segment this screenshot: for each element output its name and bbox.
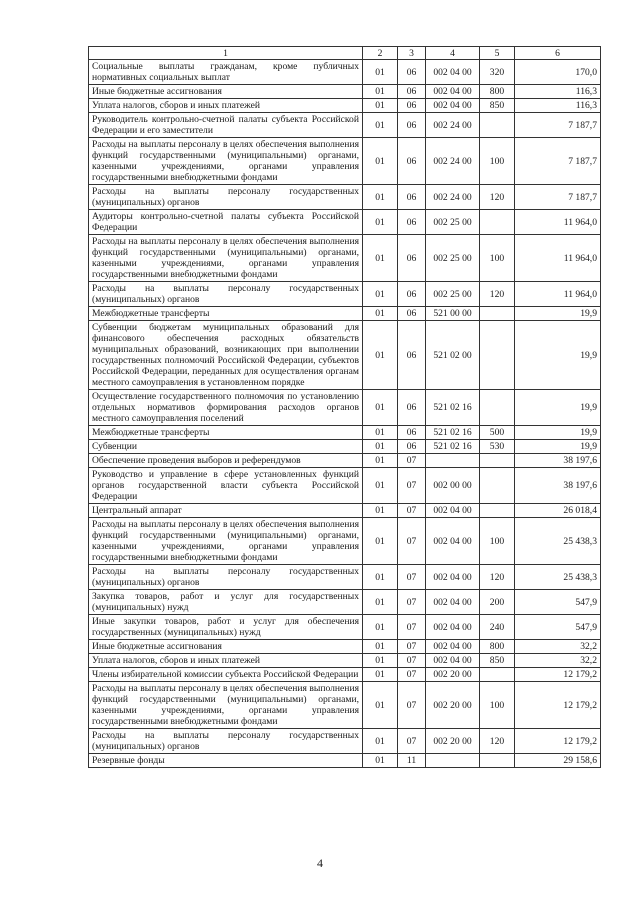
row-target-article: 002 20 00 (426, 682, 480, 729)
row-target-article: 521 02 00 (426, 321, 480, 390)
table-row (89, 454, 601, 468)
row-name: Руководство и управление в сфере установленных функций органов государственной власти субъекта Российской Федерации (89, 468, 363, 504)
row-target-article: 521 00 00 (426, 307, 480, 321)
row-section: 01 (363, 565, 398, 590)
row-section: 01 (363, 754, 398, 768)
row-section: 01 (363, 321, 398, 390)
row-expense-type (480, 210, 515, 235)
row-target-article: 002 04 00 (426, 60, 480, 85)
row-target-article: 002 25 00 (426, 210, 480, 235)
row-target-article: 002 04 00 (426, 590, 480, 615)
row-name: Аудиторы контрольно-счетной палаты субъекта Российской Федерации (89, 210, 363, 235)
row-subsection: 06 (398, 99, 426, 113)
row-section: 01 (363, 185, 398, 210)
row-section: 01 (363, 235, 398, 282)
header-col-3: 3 (398, 47, 426, 60)
row-target-article: 002 25 00 (426, 235, 480, 282)
row-expense-type (480, 307, 515, 321)
row-section: 01 (363, 282, 398, 307)
row-name: Члены избирательной комиссии субъекта Российской Федерации (89, 668, 363, 682)
row-section: 01 (363, 615, 398, 640)
table-row (89, 615, 601, 640)
row-expense-type (480, 504, 515, 518)
row-expense-type: 120 (480, 565, 515, 590)
row-expense-type: 100 (480, 518, 515, 565)
table-row (89, 682, 601, 729)
row-section: 01 (363, 468, 398, 504)
table-row (89, 321, 601, 390)
row-target-article: 521 02 16 (426, 440, 480, 454)
row-expense-type (480, 321, 515, 390)
row-name: Субвенции бюджетам муниципальных образований для финансового обеспечения расходных обязательств муниципальных образований, возникающих при выполнении государственных полномочий Российской Федерации, субъектов Российской Федерации, переданных для осуществления органам местного самоуправления в установленном порядке (89, 321, 363, 390)
row-section: 01 (363, 113, 398, 138)
row-amount: 170,0 (515, 60, 601, 85)
header-col-1: 1 (89, 47, 363, 60)
row-name: Расходы на выплаты персоналу государственных (муниципальных) органов (89, 185, 363, 210)
row-amount: 11 964,0 (515, 235, 601, 282)
row-subsection: 06 (398, 60, 426, 85)
row-subsection: 06 (398, 390, 426, 426)
row-expense-type: 240 (480, 615, 515, 640)
row-expense-type: 120 (480, 729, 515, 754)
row-subsection: 06 (398, 185, 426, 210)
row-section: 01 (363, 390, 398, 426)
row-target-article: 002 20 00 (426, 729, 480, 754)
row-subsection: 07 (398, 590, 426, 615)
row-target-article: 521 02 16 (426, 426, 480, 440)
row-amount: 32,2 (515, 654, 601, 668)
header-row (89, 47, 601, 60)
table-row (89, 307, 601, 321)
row-amount: 12 179,2 (515, 682, 601, 729)
row-subsection: 11 (398, 754, 426, 768)
row-section: 01 (363, 210, 398, 235)
row-amount: 19,9 (515, 321, 601, 390)
row-target-article (426, 754, 480, 768)
row-expense-type: 800 (480, 640, 515, 654)
row-subsection: 06 (398, 138, 426, 185)
row-amount: 116,3 (515, 99, 601, 113)
row-subsection: 06 (398, 235, 426, 282)
table-body (89, 60, 601, 768)
row-subsection: 07 (398, 518, 426, 565)
row-target-article: 002 00 00 (426, 468, 480, 504)
row-section: 01 (363, 307, 398, 321)
table-row (89, 210, 601, 235)
row-name: Расходы на выплаты персоналу государственных (муниципальных) органов (89, 729, 363, 754)
row-expense-type: 200 (480, 590, 515, 615)
row-name: Расходы на выплаты персоналу в целях обеспечения выполнения функций государственными (муниципальными) органами, казенными учреждениями, органами управления государственными внебюджетными фондами (89, 682, 363, 729)
table-row (89, 235, 601, 282)
table-row (89, 426, 601, 440)
row-expense-type (480, 454, 515, 468)
row-expense-type: 100 (480, 138, 515, 185)
row-target-article: 002 25 00 (426, 282, 480, 307)
row-subsection: 06 (398, 321, 426, 390)
row-amount: 11 964,0 (515, 282, 601, 307)
row-expense-type: 530 (480, 440, 515, 454)
row-amount: 547,9 (515, 590, 601, 615)
row-section: 01 (363, 729, 398, 754)
row-expense-type (480, 113, 515, 138)
row-expense-type (480, 468, 515, 504)
row-target-article: 521 02 16 (426, 390, 480, 426)
row-expense-type: 320 (480, 60, 515, 85)
table-row (89, 440, 601, 454)
row-subsection: 07 (398, 640, 426, 654)
row-name: Обеспечение проведения выборов и референдумов (89, 454, 363, 468)
header-col-5: 5 (480, 47, 515, 60)
table-row (89, 85, 601, 99)
row-name: Резервные фонды (89, 754, 363, 768)
row-target-article: 002 24 00 (426, 138, 480, 185)
table-row (89, 729, 601, 754)
row-section: 01 (363, 504, 398, 518)
table-row (89, 565, 601, 590)
table-row (89, 138, 601, 185)
row-target-article: 002 20 00 (426, 668, 480, 682)
row-amount: 7 187,7 (515, 113, 601, 138)
row-amount: 38 197,6 (515, 454, 601, 468)
row-name: Расходы на выплаты персоналу государственных (муниципальных) органов (89, 565, 363, 590)
row-amount: 12 179,2 (515, 668, 601, 682)
row-target-article: 002 04 00 (426, 85, 480, 99)
row-amount: 7 187,7 (515, 185, 601, 210)
row-name: Межбюджетные трансферты (89, 426, 363, 440)
row-target-article: 002 04 00 (426, 504, 480, 518)
row-name: Центральный аппарат (89, 504, 363, 518)
header-col-6: 6 (515, 47, 601, 60)
row-amount: 19,9 (515, 307, 601, 321)
row-expense-type (480, 390, 515, 426)
row-target-article (426, 454, 480, 468)
row-section: 01 (363, 668, 398, 682)
row-section: 01 (363, 440, 398, 454)
row-name: Руководитель контрольно-счетной палаты субъекта Российской Федерации и его заместители (89, 113, 363, 138)
table-header (89, 47, 601, 60)
row-subsection: 06 (398, 307, 426, 321)
row-section: 01 (363, 590, 398, 615)
table-row (89, 468, 601, 504)
row-expense-type: 120 (480, 185, 515, 210)
row-expense-type: 120 (480, 282, 515, 307)
header-col-2: 2 (363, 47, 398, 60)
row-amount: 32,2 (515, 640, 601, 654)
row-name: Расходы на выплаты персоналу в целях обеспечения выполнения функций государственными (муниципальными) органами, казенными учреждениями, органами управления государственными внебюджетными фондами (89, 235, 363, 282)
table-row (89, 60, 601, 85)
table-row (89, 185, 601, 210)
row-subsection: 07 (398, 615, 426, 640)
table-row (89, 113, 601, 138)
row-target-article: 002 04 00 (426, 640, 480, 654)
row-amount: 25 438,3 (515, 565, 601, 590)
row-name: Межбюджетные трансферты (89, 307, 363, 321)
table-row (89, 754, 601, 768)
row-target-article: 002 04 00 (426, 518, 480, 565)
row-target-article: 002 04 00 (426, 99, 480, 113)
row-section: 01 (363, 85, 398, 99)
row-subsection: 07 (398, 468, 426, 504)
row-amount: 12 179,2 (515, 729, 601, 754)
row-name: Уплата налогов, сборов и иных платежей (89, 654, 363, 668)
row-subsection: 06 (398, 440, 426, 454)
row-target-article: 002 04 00 (426, 615, 480, 640)
table-row (89, 668, 601, 682)
row-section: 01 (363, 654, 398, 668)
page-number: 4 (317, 856, 323, 870)
row-amount: 547,9 (515, 615, 601, 640)
row-subsection: 06 (398, 426, 426, 440)
row-name: Социальные выплаты гражданам, кроме публичных нормативных социальных выплат (89, 60, 363, 85)
row-amount: 26 018,4 (515, 504, 601, 518)
row-amount: 19,9 (515, 390, 601, 426)
row-name: Расходы на выплаты персоналу в целях обеспечения выполнения функций государственными (муниципальными) органами, казенными учреждениями, органами управления государственными внебюджетными фондами (89, 518, 363, 565)
row-name: Расходы на выплаты персоналу в целях обеспечения выполнения функций государственными (муниципальными) органами, казенными учреждениями, органами управления государственными внебюджетными фондами (89, 138, 363, 185)
row-expense-type: 100 (480, 682, 515, 729)
row-subsection: 07 (398, 729, 426, 754)
row-subsection: 07 (398, 454, 426, 468)
row-amount: 11 964,0 (515, 210, 601, 235)
row-target-article: 002 04 00 (426, 654, 480, 668)
row-expense-type (480, 754, 515, 768)
row-amount: 38 197,6 (515, 468, 601, 504)
row-name: Уплата налогов, сборов и иных платежей (89, 99, 363, 113)
row-subsection: 07 (398, 654, 426, 668)
row-amount: 25 438,3 (515, 518, 601, 565)
table-row (89, 654, 601, 668)
row-amount: 19,9 (515, 440, 601, 454)
row-section: 01 (363, 518, 398, 565)
row-section: 01 (363, 682, 398, 729)
budget-table (88, 46, 601, 768)
row-subsection: 06 (398, 282, 426, 307)
row-section: 01 (363, 138, 398, 185)
row-name: Иные бюджетные ассигнования (89, 85, 363, 99)
table-row (89, 590, 601, 615)
table-row (89, 518, 601, 565)
row-expense-type (480, 668, 515, 682)
row-subsection: 07 (398, 668, 426, 682)
table-row (89, 640, 601, 654)
row-expense-type: 850 (480, 654, 515, 668)
row-name: Иные бюджетные ассигнования (89, 640, 363, 654)
header-col-4: 4 (426, 47, 480, 60)
row-expense-type: 500 (480, 426, 515, 440)
row-name: Осуществление государственного полномочия по установлению отдельных нормативов формирования расходов органов местного самоуправления поселений (89, 390, 363, 426)
row-target-article: 002 24 00 (426, 113, 480, 138)
row-expense-type: 800 (480, 85, 515, 99)
row-section: 01 (363, 640, 398, 654)
row-amount: 7 187,7 (515, 138, 601, 185)
row-name: Иные закупки товаров, работ и услуг для обеспечения государственных (муниципальных) нужд (89, 615, 363, 640)
row-amount: 19,9 (515, 426, 601, 440)
row-name: Расходы на выплаты персоналу государственных (муниципальных) органов (89, 282, 363, 307)
row-target-article: 002 04 00 (426, 565, 480, 590)
row-name: Субвенции (89, 440, 363, 454)
row-subsection: 07 (398, 565, 426, 590)
row-section: 01 (363, 426, 398, 440)
row-amount: 29 158,6 (515, 754, 601, 768)
row-target-article: 002 24 00 (426, 185, 480, 210)
table-row (89, 282, 601, 307)
row-subsection: 06 (398, 113, 426, 138)
row-expense-type: 850 (480, 99, 515, 113)
row-name: Закупка товаров, работ и услуг для государственных (муниципальных) нужд (89, 590, 363, 615)
row-subsection: 07 (398, 682, 426, 729)
row-subsection: 06 (398, 210, 426, 235)
table-row (89, 99, 601, 113)
row-subsection: 07 (398, 504, 426, 518)
row-expense-type: 100 (480, 235, 515, 282)
row-subsection: 06 (398, 85, 426, 99)
row-amount: 116,3 (515, 85, 601, 99)
row-section: 01 (363, 454, 398, 468)
table-row (89, 504, 601, 518)
row-section: 01 (363, 60, 398, 85)
row-section: 01 (363, 99, 398, 113)
table-row (89, 390, 601, 426)
